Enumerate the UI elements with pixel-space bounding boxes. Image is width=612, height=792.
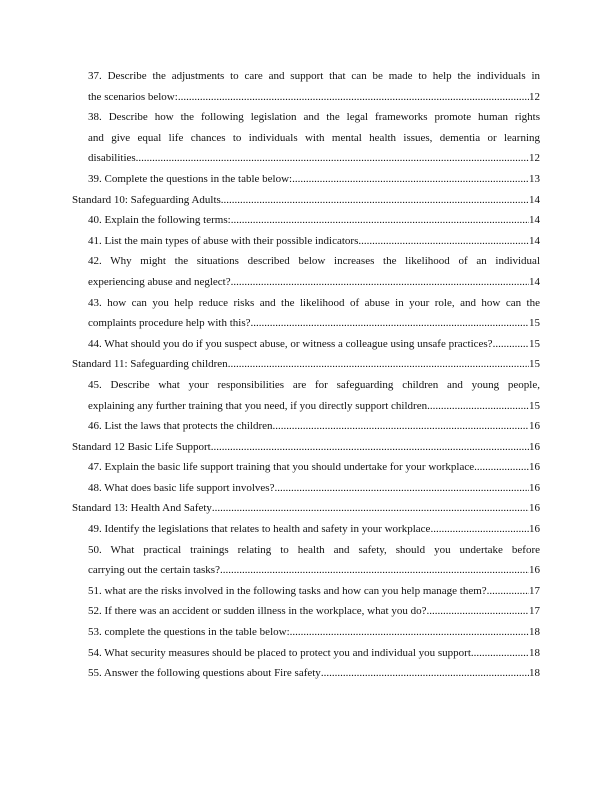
toc-page-number: 15 xyxy=(529,399,540,412)
dot-leader xyxy=(231,272,529,293)
toc-entry-text: 44. What should you do if you suspect abuse, or witness a colleague using unsafe practices? xyxy=(88,337,493,350)
dot-leader xyxy=(493,334,529,355)
dot-leader xyxy=(221,190,529,211)
toc-entry-text: 51. what are the risks involved in the following tasks and how can you help manage them? xyxy=(88,584,487,597)
toc-page-number: 18 xyxy=(529,646,540,659)
toc-entry-text: 49. Identify the legislations that relates to health and safety in your workplace xyxy=(88,523,431,536)
toc-page-number: 12 xyxy=(529,90,540,103)
toc-entry-text: 55. Answer the following questions about Fire safety xyxy=(88,667,321,680)
toc-question-entry[interactable] xyxy=(88,663,540,684)
toc-page-number: 15 xyxy=(529,317,540,330)
dot-leader xyxy=(211,437,529,458)
toc-question-entry[interactable] xyxy=(88,601,540,622)
toc-entry-text: 37. Describe the adjustments to care and support that can be made to help the individuals in xyxy=(88,70,540,82)
toc-page-number: 14 xyxy=(529,234,540,247)
toc-page-number: 15 xyxy=(529,337,540,350)
dot-leader xyxy=(178,87,529,108)
toc-page-number: 16 xyxy=(529,523,540,536)
dot-leader xyxy=(212,498,529,519)
table-of-contents xyxy=(72,66,540,684)
toc-question-entry[interactable] xyxy=(88,107,540,169)
toc-question-entry[interactable] xyxy=(88,375,540,416)
toc-entry-text: experiencing abuse and neglect? xyxy=(88,275,231,288)
toc-page-number: 17 xyxy=(529,605,540,618)
toc-page-number: 15 xyxy=(529,358,540,371)
toc-question-entry[interactable] xyxy=(88,622,540,643)
toc-entry-text: 52. If there was an accident or sudden illness in the workplace, what you do? xyxy=(88,605,427,618)
toc-standard-heading[interactable] xyxy=(72,498,540,519)
dot-leader xyxy=(231,210,529,231)
dot-leader xyxy=(487,581,529,602)
toc-page-number: 14 xyxy=(529,193,540,206)
toc-standard-heading[interactable] xyxy=(72,190,540,211)
dot-leader xyxy=(426,601,529,622)
dot-leader xyxy=(427,396,529,417)
dot-leader xyxy=(251,313,529,334)
dot-leader xyxy=(474,457,529,478)
toc-page-number: 16 xyxy=(529,420,540,433)
toc-page-number: 16 xyxy=(529,440,540,453)
toc-standard-heading[interactable] xyxy=(72,437,540,458)
toc-entry-text: complaints procedure help with this? xyxy=(88,317,251,330)
toc-question-entry[interactable] xyxy=(88,169,540,190)
toc-question-entry[interactable] xyxy=(88,334,540,355)
toc-page-number: 16 xyxy=(529,502,540,515)
toc-entry-text: 53. complete the questions in the table below: xyxy=(88,626,290,639)
toc-page-number: 14 xyxy=(529,214,540,227)
toc-entry-text: the scenarios below: xyxy=(88,90,178,103)
toc-entry-text: explaining any further training that you need, if you directly support children xyxy=(88,399,428,412)
toc-entry-text: Standard 10: Safeguarding Adults xyxy=(72,193,221,206)
dot-leader xyxy=(273,416,529,437)
toc-page-number: 16 xyxy=(529,461,540,474)
toc-entry-text: 45. Describe what your responsibilities are for safeguarding children and young people, xyxy=(88,378,540,391)
toc-question-entry[interactable] xyxy=(88,231,540,252)
toc-entry-text: Standard 13: Health And Safety xyxy=(72,502,212,515)
toc-entry-text: 46. List the laws that protects the children xyxy=(88,420,273,433)
toc-question-entry[interactable] xyxy=(88,519,540,540)
toc-question-entry[interactable] xyxy=(88,581,540,602)
toc-page-number: 13 xyxy=(529,172,540,185)
toc-entry-text: 54. What security measures should be placed to protect you and individual you support xyxy=(88,646,471,659)
dot-leader xyxy=(274,478,529,499)
dot-leader xyxy=(290,622,529,643)
toc-page-number: 18 xyxy=(529,667,540,680)
toc-entry-text: Standard 11: Safeguarding children xyxy=(72,358,228,371)
toc-page-number: 12 xyxy=(529,152,540,165)
toc-page-number: 16 xyxy=(529,481,540,494)
toc-entry-text: 48. What does basic life support involves? xyxy=(88,481,275,494)
toc-page-number: 16 xyxy=(529,564,540,577)
toc-question-entry[interactable] xyxy=(88,66,540,107)
toc-page-number: 18 xyxy=(529,626,540,639)
dot-leader xyxy=(321,663,529,684)
dot-leader xyxy=(136,148,529,169)
toc-page-number: 14 xyxy=(529,275,540,288)
toc-standard-heading[interactable] xyxy=(72,354,540,375)
toc-question-entry[interactable] xyxy=(88,251,540,292)
toc-entry-text: 41. List the main types of abuse with their possible indicators xyxy=(88,234,359,247)
toc-entry-text: 42. Why might the situations described below increases the likelihood of an individual xyxy=(88,255,540,268)
dot-leader xyxy=(430,519,529,540)
toc-entry-text: 39. Complete the questions in the table below: xyxy=(88,172,293,185)
toc-entry-text: carrying out the certain tasks? xyxy=(88,564,220,577)
toc-question-entry[interactable] xyxy=(88,210,540,231)
toc-entry-text: and give equal life chances to individuals with mental health issues, dementia or learning xyxy=(88,131,540,144)
toc-question-entry[interactable] xyxy=(88,457,540,478)
toc-question-entry[interactable] xyxy=(88,416,540,437)
toc-entry-text: disabilities xyxy=(88,152,136,165)
toc-page-number: 17 xyxy=(529,584,540,597)
toc-question-entry[interactable] xyxy=(88,478,540,499)
toc-entry-text: 40. Explain the following terms: xyxy=(88,214,231,227)
dot-leader xyxy=(358,231,529,252)
toc-question-entry[interactable] xyxy=(88,643,540,664)
toc-entry-text: Standard 12 Basic Life Support xyxy=(72,440,211,453)
toc-entry-text: 50. What practical trainings relating to health and safety, should you undertake before xyxy=(88,543,540,556)
dot-leader xyxy=(220,560,529,581)
toc-question-entry[interactable] xyxy=(88,540,540,581)
dot-leader xyxy=(292,169,529,190)
toc-entry-text: 43. how can you help reduce risks and the likelihood of abuse in your role, and how can the xyxy=(88,296,540,309)
dot-leader xyxy=(228,354,529,375)
dot-leader xyxy=(471,643,529,664)
toc-question-entry[interactable] xyxy=(88,293,540,334)
toc-entry-text: 47. Explain the basic life support training that you should undertake for your workplace xyxy=(88,461,475,474)
toc-entry-text: 38. Describe how the following legislation and the legal frameworks promote human rights xyxy=(88,111,540,124)
